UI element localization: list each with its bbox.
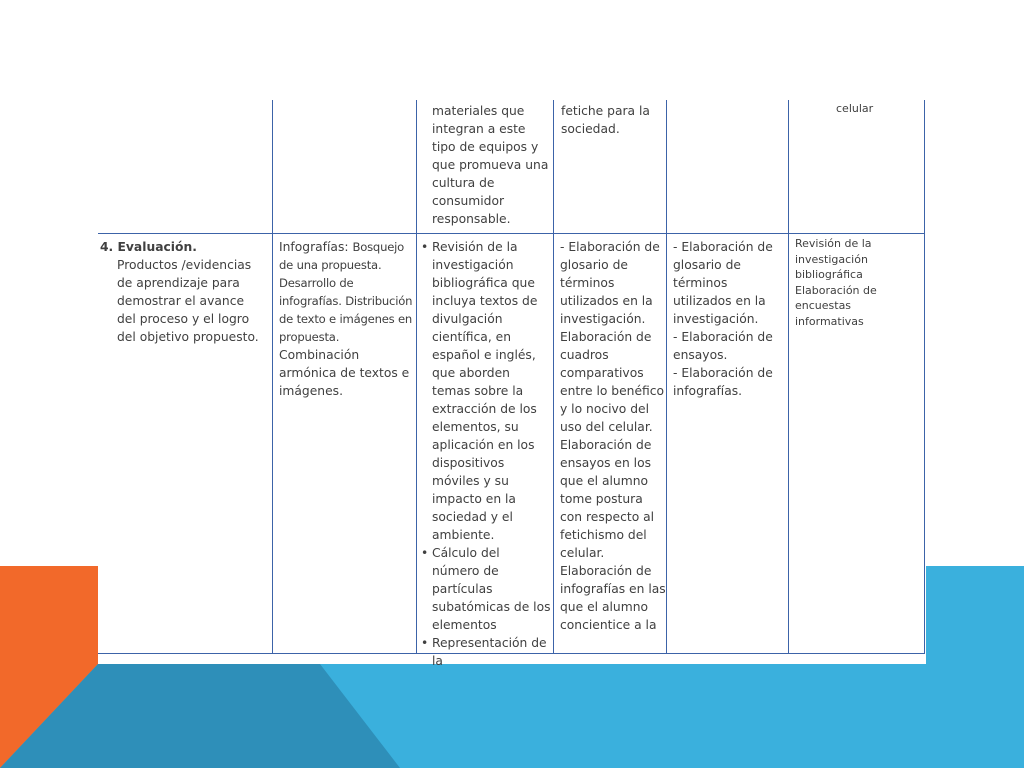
evidence-cell: - Elaboración de glosario de términos utilizados en la investigación. Elaboración de cuadros comparativos entre lo benéfico y lo nocivo del uso del celular. Elaboración de ensayos en los que el alumno tome postura con respecto al fetichismo del celular. Elaboración de infografías en las que el alumno concientice a la [560,240,666,632]
products-cell [279,238,413,400]
instruments-cell [673,238,786,400]
instrument-item: - Elaboración de ensayos. [673,330,773,362]
column-rule-3 [553,100,554,654]
instrument-item: - Elaboración de glosario de términos utilizados en la investigación. [673,240,773,326]
column-rule-6 [924,100,925,654]
products-bold-text: Bosquejo de una propuesta. Desarrollo de infografías. Distribución de texto e imágenes en propuesta. [279,240,413,344]
activity-item: • Revisión de la investigación bibliográfica que incluya textos de divulgación científica, en español e inglés, que aborden temas sobre la extracción de los elementos, su aplicación en los dispositivos móviles y su impacto en la sociedad y el ambiente. [421,238,551,544]
assessment-cell: Revisión de la investigación bibliográfica Elaboración de encuestas informativas [795,237,877,328]
row-rule [98,233,925,234]
evaluation-description: Productos /evidencias de aprendizaje para demostrar el avance del proceso y el logro del objetivo propuesto. [117,258,259,344]
products-lead: Infografías: [279,240,349,254]
instrument-item: - Elaboración de infografías. [673,366,773,398]
evaluation-title: 4. Evaluación. [100,240,197,254]
activities-cell [421,238,551,670]
column-rule-1 [272,100,273,654]
activity-item: • Representación de la [421,634,551,670]
top-row-col3: materiales que integran a este tipo de equipos y que promueva una cultura de consumidor responsable. [432,104,549,226]
column-rule-2 [416,100,417,654]
top-row-col6: celular [836,102,874,115]
table-sheet [98,100,926,668]
column-rule-5 [788,100,789,654]
evaluation-cell [100,238,266,346]
top-row-col4: fetiche para la sociedad. [561,104,650,136]
column-rule-4 [666,100,667,654]
activity-item: • Cálculo del número de partículas subatómicas de los elementos [421,544,551,634]
products-text: Combinación armónica de textos e imágenes. [279,348,410,398]
